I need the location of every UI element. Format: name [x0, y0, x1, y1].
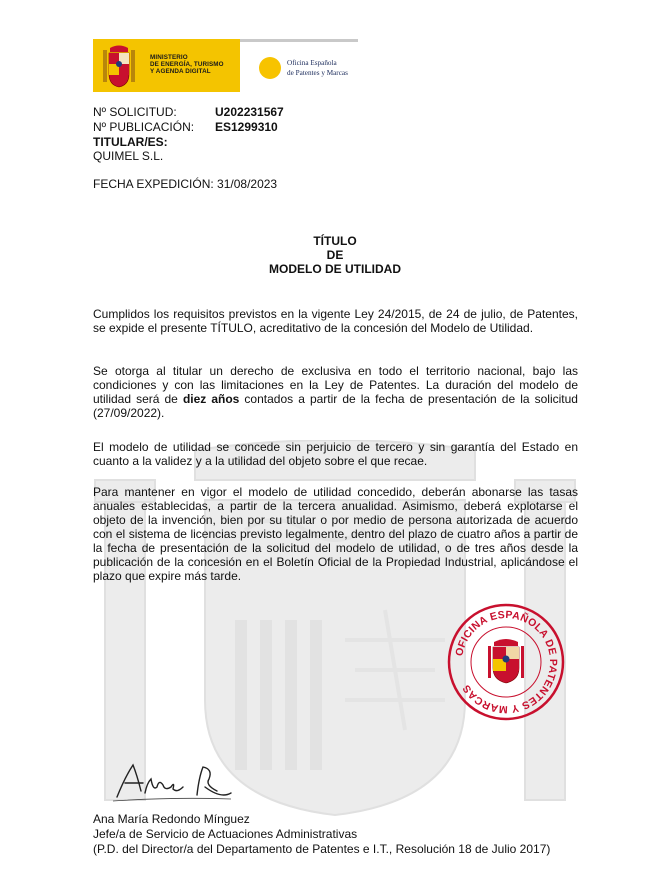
title-line-1: TÍTULO	[313, 234, 357, 248]
ministry-name: MINISTERIO DE ENERGÍA, TURISMO Y AGENDA DIGITAL	[150, 54, 224, 75]
solicitud-label: Nº SOLICITUD:	[93, 105, 177, 119]
svg-text:Ana R.: Ana R.	[113, 757, 117, 758]
oepm-name: Oficina Española de Patentes y Marcas	[287, 59, 348, 77]
titular-value: QUIMEL S.L.	[93, 149, 164, 163]
signer-name: Ana María Redondo Mínguez	[93, 812, 250, 826]
svg-text:OFICINA ESPAÑOLA DE PATENTES Y: OFICINA ESPAÑOLA DE PATENTES Y MARCAS	[453, 608, 560, 716]
solicitud-value: U202231567	[215, 105, 284, 119]
titular-label: TITULAR/ES:	[93, 135, 168, 149]
paragraph-maintenance: Para mantener en vigor el modelo de utilidad concedido, deberán abonarse las tasas anuales establecidas, a partir de la tercera anualidad. Asimismo, deberá explotarse el objeto de la invención, bien por su titular o por medio de persona autorizada de acuerdo con el sistema de licencias previsto legalmente, dentro del plazo de cuatro años a partir de la fecha de presentación de la solicitud del modelo de utilidad, o de tres años desde la publicación de la concesión en el Boletín Oficial de la Propiedad Industrial, aplicándose el plazo que expire más tarde.	[93, 485, 578, 583]
official-seal-stamp	[446, 602, 566, 722]
signer-role: Jefe/a de Servicio de Actuaciones Administrativas	[93, 827, 358, 841]
spanish-shield-icon	[101, 44, 137, 88]
oepm-emblem-icon	[248, 48, 284, 88]
document-title	[0, 234, 670, 276]
signature-image	[113, 757, 238, 805]
solicitud-row	[93, 105, 284, 119]
header-rule	[240, 39, 358, 42]
oepm-logo	[244, 44, 358, 92]
title-line-3: MODELO DE UTILIDAD	[269, 262, 401, 276]
duration-text: diez años	[182, 392, 240, 406]
publicacion-value: ES1299310	[215, 120, 278, 134]
publicacion-label: Nº PUBLICACIÓN:	[93, 120, 195, 134]
fecha-label: FECHA EXPEDICIÓN:	[93, 177, 214, 191]
publicacion-row	[93, 120, 278, 134]
ministry-logo	[93, 39, 240, 92]
title-line-2: DE	[326, 248, 344, 262]
fecha-value: 31/08/2023	[217, 177, 278, 191]
signer-delegation: (P.D. del Director/a del Departamento de Patentes e I.T., Resolución 18 de Julio 2017)	[93, 842, 551, 856]
paragraph-disclaimer: El modelo de utilidad se concede sin perjuicio de tercero y sin garantía del Estado en cuanto a la validez y a la utilidad del objeto sobre el que recae.	[93, 440, 578, 468]
paragraph-grant: Cumplidos los requisitos previstos en la vigente Ley 24/2015, de 24 de julio, de Patentes, se expide el presente TÍTULO, acreditativo de la concesión del Modelo de Utilidad.	[93, 307, 578, 335]
fecha-row	[93, 177, 277, 191]
paragraph-rights: Se otorga al titular un derecho de exclusiva en todo el territorio nacional, bajo las condiciones y con las limitaciones en la Ley de Patentes. La duración del modelo de utilidad será de diez años contados a partir de la fecha de presentación de la solicitud (27/09/2022).	[93, 364, 578, 420]
